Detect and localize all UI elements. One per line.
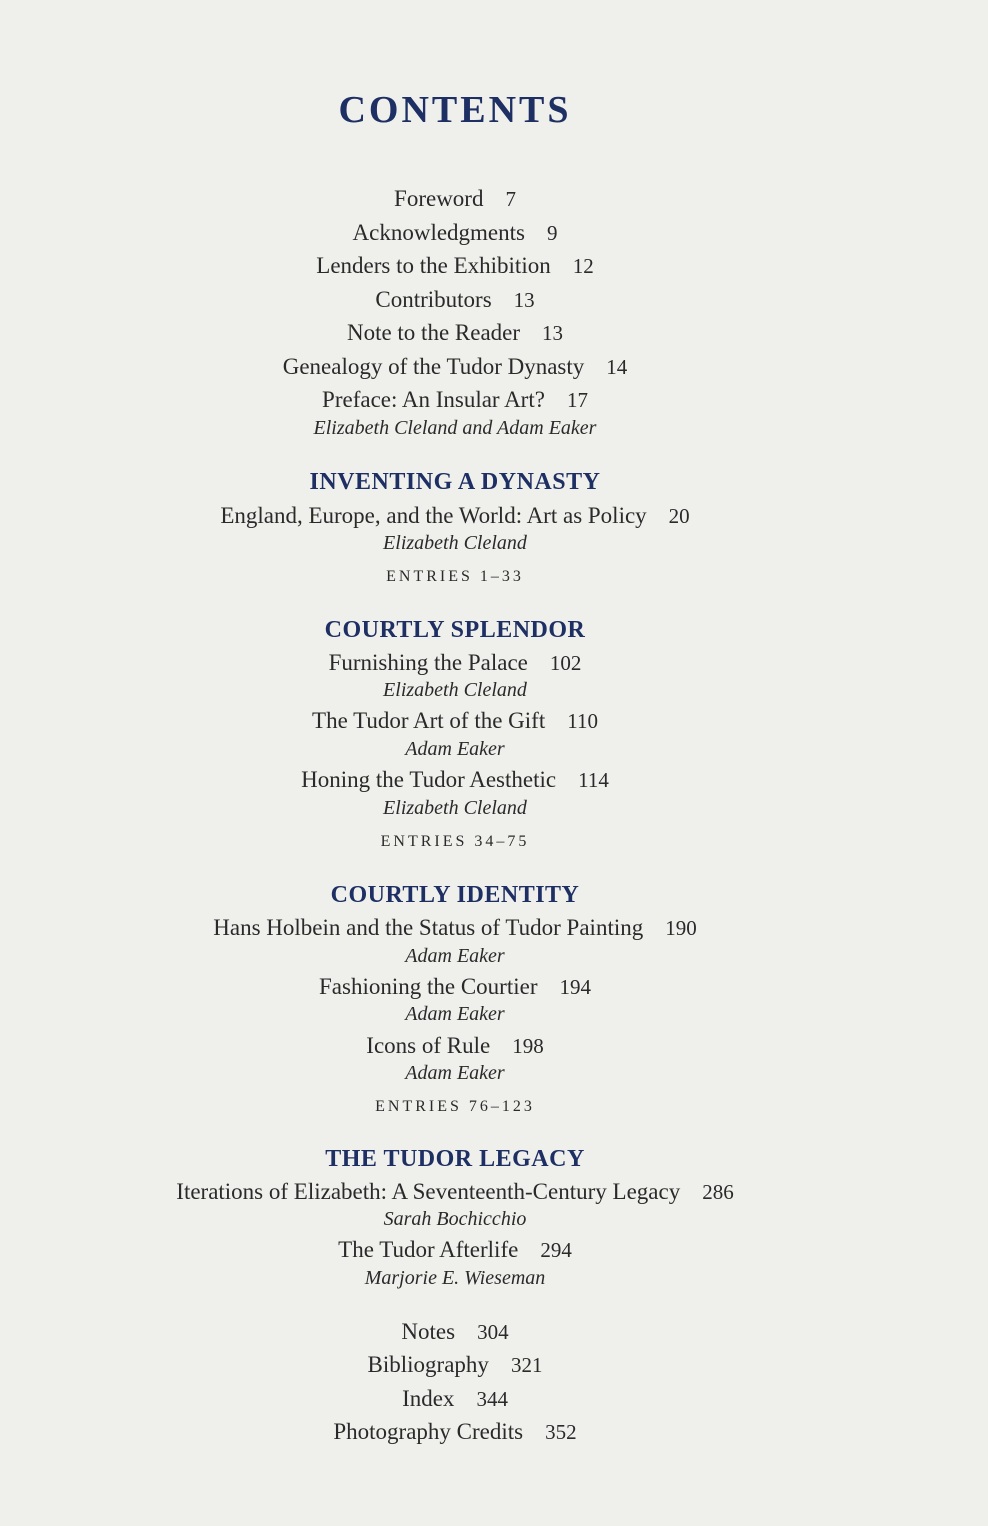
section-heading-courtly-identity: COURTLY IDENTITY bbox=[330, 882, 580, 908]
toc-entry-notes[interactable]: Notes 304 bbox=[401, 1319, 509, 1344]
toc-author: Adam Eaker bbox=[405, 1003, 505, 1025]
toc-author: Elizabeth Cleland bbox=[383, 532, 527, 554]
section-heading-inventing-a-dynasty: INVENTING A DYNASTY bbox=[309, 469, 601, 495]
toc-entry-foreword[interactable]: Foreword 7 bbox=[394, 186, 516, 211]
toc-entry-preface[interactable]: Preface: An Insular Art? 17 bbox=[322, 387, 588, 412]
toc-entry-iterations-of-elizabeth[interactable]: Iterations of Elizabeth: A Seventeenth-Century Legacy 286 bbox=[176, 1179, 734, 1204]
toc-entry-tudor-afterlife[interactable]: The Tudor Afterlife 294 bbox=[338, 1237, 572, 1262]
toc-author: Elizabeth Cleland bbox=[383, 797, 527, 819]
toc-entry-contributors[interactable]: Contributors 13 bbox=[375, 287, 535, 312]
toc-author: Marjorie E. Wieseman bbox=[364, 1267, 546, 1289]
toc-entry-note-to-reader[interactable]: Note to the Reader 13 bbox=[346, 320, 564, 345]
section-heading-tudor-legacy: THE TUDOR LEGACY bbox=[325, 1146, 585, 1172]
section-heading-courtly-splendor: COURTLY SPLENDOR bbox=[324, 617, 586, 643]
toc-entry-index[interactable]: Index 344 bbox=[402, 1386, 508, 1411]
toc-entry-art-of-the-gift[interactable]: The Tudor Art of the Gift 110 bbox=[312, 708, 598, 733]
toc-entry-fashioning-the-courtier[interactable]: Fashioning the Courtier 194 bbox=[319, 974, 591, 999]
toc-entries-range[interactable]: ENTRIES 76–123 bbox=[375, 1098, 535, 1115]
toc-entry-tudor-aesthetic[interactable]: Honing the Tudor Aesthetic 114 bbox=[301, 767, 609, 792]
toc-entry-art-as-policy[interactable]: England, Europe, and the World: Art as Policy 20 bbox=[220, 503, 690, 528]
toc-entry-lenders[interactable]: Lenders to the Exhibition 12 bbox=[316, 253, 594, 278]
toc-author: Sarah Bochicchio bbox=[383, 1208, 527, 1230]
toc-author: Adam Eaker bbox=[405, 945, 505, 967]
toc-author: Elizabeth Cleland and Adam Eaker bbox=[313, 417, 597, 439]
toc-entries-range[interactable]: ENTRIES 34–75 bbox=[380, 833, 530, 850]
toc-entry-acknowledgments[interactable]: Acknowledgments 9 bbox=[352, 220, 558, 245]
toc-entry-icons-of-rule[interactable]: Icons of Rule 198 bbox=[366, 1033, 544, 1058]
toc-entry-furnishing-the-palace[interactable]: Furnishing the Palace 102 bbox=[328, 650, 582, 675]
toc-entry-hans-holbein[interactable]: Hans Holbein and the Status of Tudor Painting 190 bbox=[213, 915, 697, 940]
toc-author: Adam Eaker bbox=[405, 1062, 505, 1084]
toc-author: Adam Eaker bbox=[405, 738, 505, 760]
toc-author: Elizabeth Cleland bbox=[383, 679, 527, 701]
toc-entry-genealogy[interactable]: Genealogy of the Tudor Dynasty 14 bbox=[282, 354, 628, 379]
toc-entries-range[interactable]: ENTRIES 1–33 bbox=[386, 568, 524, 585]
page-title: CONTENTS bbox=[338, 89, 572, 131]
toc-entry-bibliography[interactable]: Bibliography 321 bbox=[367, 1352, 543, 1377]
toc-entry-photography-credits[interactable]: Photography Credits 352 bbox=[333, 1419, 577, 1444]
